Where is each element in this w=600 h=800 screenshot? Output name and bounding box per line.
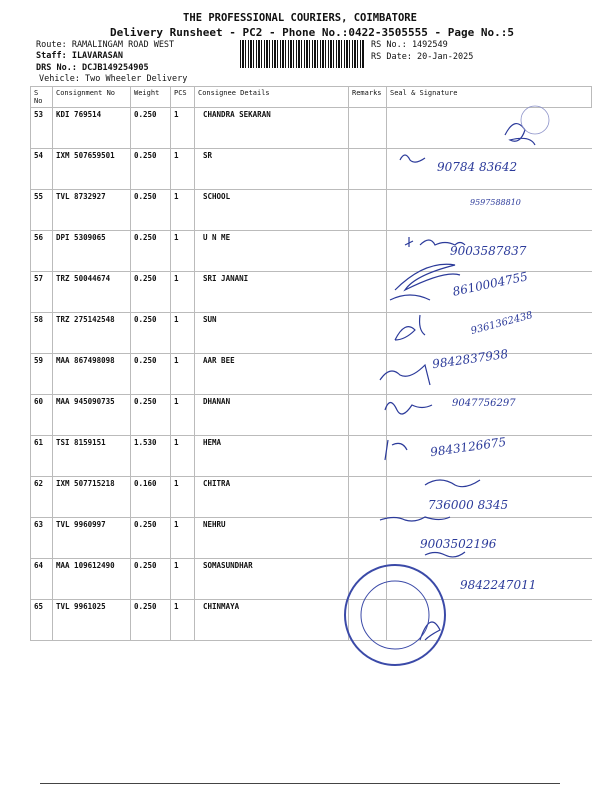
consignee: NEHRU <box>195 518 349 559</box>
weight: 0.250 <box>131 559 171 600</box>
handwritten-note: 9361362438 <box>469 309 534 338</box>
handwritten-note: 9842247011 <box>460 578 537 592</box>
consignment-no: MAA 867498098 <box>53 354 131 395</box>
consignment-no: MAA 945090735 <box>53 395 131 436</box>
consignment-no: TRZ 50044674 <box>53 272 131 313</box>
weight: 0.250 <box>131 518 171 559</box>
weight: 0.250 <box>131 231 171 272</box>
handwritten-note: 736000 8345 <box>428 498 509 512</box>
consignment-no: TVL 9960997 <box>53 518 131 559</box>
serial-no: 57 <box>31 272 53 313</box>
consignee: SUN <box>195 313 349 354</box>
pieces: 1 <box>171 108 195 149</box>
consignment-no: TRZ 275142548 <box>53 313 131 354</box>
consignment-no: IXM 507659501 <box>53 149 131 190</box>
consignment-no: TSI 8159151 <box>53 436 131 477</box>
column-header: Weight <box>131 87 171 108</box>
pieces: 1 <box>171 559 195 600</box>
pieces: 1 <box>171 600 195 641</box>
handwritten-note: 9047756297 <box>452 398 516 409</box>
serial-no: 64 <box>31 559 53 600</box>
consignee: SRI JANANI <box>195 272 349 313</box>
weight: 0.250 <box>131 313 171 354</box>
consignee: HEMA <box>195 436 349 477</box>
staff: Staff: ILAVARASAN <box>36 51 123 61</box>
consignee: U N ME <box>195 231 349 272</box>
weight: 1.530 <box>131 436 171 477</box>
weight: 0.250 <box>131 108 171 149</box>
rubber-stamp <box>345 565 445 665</box>
rs-date: RS Date: 20-Jan-2025 <box>371 52 474 62</box>
column-header: PCS <box>171 87 195 108</box>
column-header: Consignee Details <box>195 87 349 108</box>
column-header: S No <box>31 87 53 108</box>
pieces: 1 <box>171 518 195 559</box>
serial-no: 60 <box>31 395 53 436</box>
column-header: Consignment No <box>53 87 131 108</box>
serial-no: 55 <box>31 190 53 231</box>
pieces: 1 <box>171 190 195 231</box>
handwritten-note: 9003502196 <box>420 537 497 551</box>
weight: 0.250 <box>131 149 171 190</box>
pieces: 1 <box>171 395 195 436</box>
pieces: 1 <box>171 231 195 272</box>
weight: 0.250 <box>131 354 171 395</box>
vehicle: Vehicle: Two Wheeler Delivery <box>39 74 188 84</box>
consignee: DHANAN <box>195 395 349 436</box>
column-header: Remarks <box>349 87 387 108</box>
weight: 0.250 <box>131 272 171 313</box>
serial-no: 56 <box>31 231 53 272</box>
consignee: CHINMAYA <box>195 600 349 641</box>
consignee: AAR BEE <box>195 354 349 395</box>
pieces: 1 <box>171 272 195 313</box>
column-header: Seal & Signature <box>387 87 592 108</box>
consignee: SR <box>195 149 349 190</box>
consignment-no: IXM 507715218 <box>53 477 131 518</box>
route: Route: RAMALINGAM ROAD WEST <box>36 40 175 50</box>
handwritten-note: 90784 83642 <box>437 160 518 174</box>
consignment-no: DPI 5309065 <box>53 231 131 272</box>
consignment-no: KDI 769514 <box>53 108 131 149</box>
serial-no: 62 <box>31 477 53 518</box>
consignment-no: TVL 9961025 <box>53 600 131 641</box>
serial-no: 54 <box>31 149 53 190</box>
handwritten-note: 8610004755 <box>451 269 529 299</box>
company-title: THE PROFESSIONAL COURIERS, COIMBATORE <box>183 12 417 24</box>
serial-no: 65 <box>31 600 53 641</box>
consignee: SOMASUNDHAR <box>195 559 349 600</box>
weight: 0.250 <box>131 395 171 436</box>
handwritten-note: 9003587837 <box>450 244 527 258</box>
pieces: 1 <box>171 149 195 190</box>
consignment-no: MAA 109612490 <box>53 559 131 600</box>
consignee: CHANDRA SEKARAN <box>195 108 349 149</box>
serial-no: 59 <box>31 354 53 395</box>
consignee: CHITRA <box>195 477 349 518</box>
weight: 0.250 <box>131 600 171 641</box>
serial-no: 53 <box>31 108 53 149</box>
weight: 0.160 <box>131 477 171 518</box>
serial-no: 63 <box>31 518 53 559</box>
pieces: 1 <box>171 436 195 477</box>
footer-divider <box>40 783 560 784</box>
drs-number: DRS No.: DCJB149254905 <box>36 63 149 73</box>
serial-no: 58 <box>31 313 53 354</box>
weight: 0.250 <box>131 190 171 231</box>
handwritten-note: 9597588810 <box>470 198 521 207</box>
pieces: 1 <box>171 313 195 354</box>
runsheet-subtitle: Delivery Runsheet - PC2 - Phone No.:0422-3505555 - Page No.:5 <box>110 26 514 39</box>
handwritten-note: 9843126675 <box>429 434 507 460</box>
consignee: SCHOOL <box>195 190 349 231</box>
serial-no: 61 <box>31 436 53 477</box>
rs-number: RS No.: 1492549 <box>371 40 448 50</box>
handwritten-note: 9842837938 <box>431 346 509 372</box>
pieces: 1 <box>171 354 195 395</box>
pieces: 1 <box>171 477 195 518</box>
consignment-no: TVL 8732927 <box>53 190 131 231</box>
